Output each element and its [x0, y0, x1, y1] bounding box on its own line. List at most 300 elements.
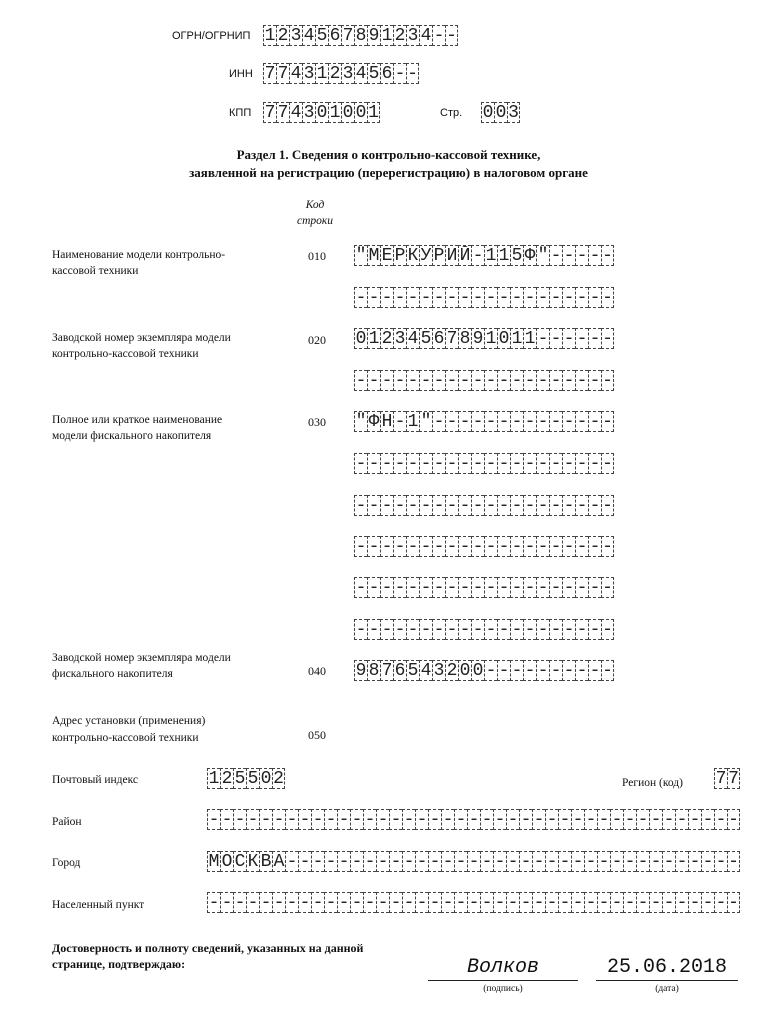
- char-cell: -: [572, 852, 584, 872]
- char-cell: К: [407, 246, 419, 266]
- char-cell: -: [312, 810, 324, 830]
- char-cell: -: [637, 852, 649, 872]
- char-cell: -: [589, 537, 601, 557]
- char-cell: -: [524, 454, 536, 474]
- char-cell: -: [325, 852, 337, 872]
- char-cell: -: [602, 246, 613, 266]
- char-cell: -: [533, 852, 545, 872]
- char-cell: -: [472, 454, 484, 474]
- char-cell: -: [689, 810, 701, 830]
- char-cell: 3: [290, 26, 302, 46]
- char-cell: -: [559, 893, 571, 913]
- char-cell: -: [550, 620, 562, 640]
- char-cell: 4: [303, 26, 315, 46]
- char-cell: -: [455, 852, 467, 872]
- char-cell: -: [589, 578, 601, 598]
- char-cell: -: [390, 893, 402, 913]
- char-cell: -: [511, 412, 523, 432]
- confirm-line1: Достоверность и полноту сведений, указанных на данной: [52, 941, 364, 955]
- char-cell: -: [602, 288, 613, 308]
- char-cell: -: [563, 496, 575, 516]
- char-cell: -: [498, 412, 510, 432]
- locality-label: Населенный пункт: [52, 899, 145, 911]
- section-title-line2: заявленной на регистрацию (перерегистрацию) в налоговом органе: [189, 165, 588, 180]
- char-cell: -: [459, 371, 471, 391]
- char-cell: -: [433, 371, 445, 391]
- char-cell: -: [563, 620, 575, 640]
- char-cell: -: [459, 620, 471, 640]
- char-cell: Р: [394, 246, 406, 266]
- char-cell: 5: [420, 329, 432, 349]
- char-cell: -: [381, 537, 393, 557]
- char-cell: -: [602, 454, 613, 474]
- field-030-label-1: Полное или краткое наименование: [52, 414, 223, 426]
- char-cell: -: [576, 288, 588, 308]
- char-cell: -: [602, 412, 613, 432]
- char-cell: 0: [355, 103, 367, 123]
- inn-label: ИНН: [229, 68, 253, 80]
- char-cell: 1: [368, 329, 380, 349]
- char-cell: -: [702, 852, 714, 872]
- char-cell: -: [459, 412, 471, 432]
- char-cell: -: [381, 620, 393, 640]
- char-cell: -: [702, 893, 714, 913]
- char-cell: -: [576, 537, 588, 557]
- city-label: Город: [52, 857, 81, 869]
- char-cell: -: [589, 288, 601, 308]
- char-cell: -: [563, 288, 575, 308]
- char-cell: 4: [290, 103, 302, 123]
- char-cell: 1: [485, 246, 497, 266]
- char-cell: -: [485, 371, 497, 391]
- date-caption: (дата): [655, 984, 679, 994]
- char-cell: -: [511, 454, 523, 474]
- char-cell: -: [585, 893, 597, 913]
- char-cell: -: [520, 852, 532, 872]
- char-cell: -: [325, 810, 337, 830]
- char-cell: -: [602, 620, 613, 640]
- char-cell: -: [498, 371, 510, 391]
- char-cell: 1: [485, 329, 497, 349]
- page-label: Стр.: [440, 107, 463, 119]
- char-cell: 6: [433, 329, 445, 349]
- field-030-row-4[interactable]: [354, 536, 614, 557]
- char-cell: -: [407, 64, 418, 84]
- char-cell: -: [598, 852, 610, 872]
- char-cell: -: [533, 893, 545, 913]
- char-cell: -: [589, 661, 601, 681]
- char-cell: Ф: [368, 412, 380, 432]
- char-cell: 2: [273, 769, 284, 789]
- char-cell: -: [650, 810, 662, 830]
- char-cell: -: [537, 537, 549, 557]
- char-cell: -: [472, 620, 484, 640]
- char-cell: -: [589, 496, 601, 516]
- field-040-label-1: Заводской номер экземпляра модели: [52, 652, 231, 664]
- district-label: Район: [52, 816, 82, 828]
- char-cell: -: [459, 288, 471, 308]
- char-cell: 3: [433, 661, 445, 681]
- char-cell: -: [481, 810, 493, 830]
- char-cell: -: [494, 852, 506, 872]
- char-cell: 1: [368, 103, 379, 123]
- char-cell: ": [420, 412, 432, 432]
- page-cells[interactable]: [481, 102, 520, 123]
- char-cell: -: [537, 578, 549, 598]
- char-cell: 8: [368, 661, 380, 681]
- kpp-label: КПП: [229, 107, 252, 119]
- char-cell: И: [446, 246, 458, 266]
- char-cell: -: [537, 454, 549, 474]
- char-cell: -: [559, 810, 571, 830]
- char-cell: -: [394, 288, 406, 308]
- char-cell: -: [368, 371, 380, 391]
- field-020-code: 020: [308, 333, 326, 347]
- char-cell: 0: [482, 103, 494, 123]
- char-cell: 1: [524, 329, 536, 349]
- char-cell: 1: [511, 329, 523, 349]
- char-cell: 1: [264, 26, 276, 46]
- char-cell: -: [650, 852, 662, 872]
- ogrn-cells[interactable]: [263, 25, 458, 46]
- char-cell: -: [433, 288, 445, 308]
- char-cell: 3: [303, 103, 315, 123]
- code-header-line2: строки: [296, 215, 334, 227]
- char-cell: -: [689, 852, 701, 872]
- date-value[interactable]: 25.06.2018: [606, 956, 728, 979]
- char-cell: -: [485, 412, 497, 432]
- char-cell: -: [446, 537, 458, 557]
- char-cell: -: [563, 661, 575, 681]
- char-cell: -: [390, 810, 402, 830]
- char-cell: -: [407, 578, 419, 598]
- char-cell: -: [576, 578, 588, 598]
- char-cell: -: [455, 893, 467, 913]
- char-cell: -: [485, 496, 497, 516]
- char-cell: 5: [407, 661, 419, 681]
- char-cell: -: [364, 893, 376, 913]
- char-cell: -: [394, 454, 406, 474]
- char-cell: -: [611, 852, 623, 872]
- char-cell: -: [407, 496, 419, 516]
- district-cells[interactable]: [207, 809, 740, 830]
- char-cell: -: [446, 288, 458, 308]
- field-010-label-2: кассовой техники: [52, 265, 139, 277]
- char-cell: -: [563, 246, 575, 266]
- region-label: Регион (код): [622, 777, 683, 789]
- field-010-row-2[interactable]: [354, 287, 614, 308]
- field-030-label-2: модели фискального накопителя: [52, 430, 212, 442]
- char-cell: -: [576, 371, 588, 391]
- kpp-cells[interactable]: [263, 102, 380, 123]
- char-cell: -: [355, 620, 367, 640]
- char-cell: -: [364, 810, 376, 830]
- char-cell: 5: [316, 26, 328, 46]
- char-cell: 4: [290, 64, 302, 84]
- char-cell: -: [351, 852, 363, 872]
- char-cell: -: [576, 620, 588, 640]
- char-cell: -: [472, 412, 484, 432]
- char-cell: -: [624, 810, 636, 830]
- char-cell: -: [550, 371, 562, 391]
- char-cell: -: [377, 852, 389, 872]
- char-cell: -: [312, 893, 324, 913]
- char-cell: -: [589, 620, 601, 640]
- char-cell: -: [602, 371, 613, 391]
- char-cell: -: [715, 810, 727, 830]
- field-020-row-1[interactable]: [354, 328, 614, 349]
- field-020-label-1: Заводской номер экземпляра модели: [52, 332, 231, 344]
- char-cell: 4: [420, 661, 432, 681]
- char-cell: -: [537, 412, 549, 432]
- char-cell: -: [429, 893, 441, 913]
- char-cell: -: [442, 810, 454, 830]
- city-cells[interactable]: [207, 851, 740, 872]
- char-cell: -: [338, 810, 350, 830]
- char-cell: 7: [277, 103, 289, 123]
- char-cell: -: [507, 852, 519, 872]
- char-cell: -: [650, 893, 662, 913]
- char-cell: -: [676, 893, 688, 913]
- char-cell: 0: [260, 769, 272, 789]
- char-cell: 1: [407, 412, 419, 432]
- char-cell: -: [563, 412, 575, 432]
- char-cell: -: [446, 496, 458, 516]
- char-cell: -: [468, 852, 480, 872]
- char-cell: -: [407, 537, 419, 557]
- char-cell: -: [420, 288, 432, 308]
- char-cell: -: [381, 454, 393, 474]
- char-cell: -: [537, 496, 549, 516]
- char-cell: -: [472, 578, 484, 598]
- char-cell: -: [459, 496, 471, 516]
- char-cell: -: [208, 893, 220, 913]
- char-cell: -: [394, 578, 406, 598]
- char-cell: М: [208, 852, 220, 872]
- char-cell: -: [208, 810, 220, 830]
- char-cell: -: [572, 810, 584, 830]
- char-cell: -: [494, 893, 506, 913]
- postal-cells[interactable]: [207, 768, 285, 789]
- char-cell: -: [368, 496, 380, 516]
- char-cell: -: [498, 578, 510, 598]
- field-010-row-1[interactable]: [354, 245, 614, 266]
- signature-line: [428, 980, 578, 981]
- char-cell: -: [576, 412, 588, 432]
- char-cell: -: [498, 537, 510, 557]
- char-cell: -: [589, 246, 601, 266]
- char-cell: -: [689, 893, 701, 913]
- char-cell: С: [234, 852, 246, 872]
- char-cell: -: [325, 893, 337, 913]
- char-cell: -: [420, 537, 432, 557]
- char-cell: -: [459, 578, 471, 598]
- char-cell: -: [446, 620, 458, 640]
- char-cell: -: [420, 620, 432, 640]
- char-cell: 1: [498, 246, 510, 266]
- char-cell: -: [355, 371, 367, 391]
- char-cell: 5: [247, 769, 259, 789]
- char-cell: -: [602, 661, 613, 681]
- char-cell: -: [585, 810, 597, 830]
- char-cell: -: [247, 810, 259, 830]
- char-cell: -: [247, 893, 259, 913]
- char-cell: -: [485, 537, 497, 557]
- char-cell: 9: [472, 329, 484, 349]
- char-cell: -: [702, 810, 714, 830]
- char-cell: Р: [433, 246, 445, 266]
- confirm-line2: странице, подтверждаю:: [52, 957, 186, 971]
- char-cell: -: [550, 454, 562, 474]
- char-cell: 5: [368, 64, 380, 84]
- char-cell: -: [472, 537, 484, 557]
- char-cell: -: [446, 412, 458, 432]
- char-cell: -: [472, 246, 484, 266]
- char-cell: 6: [381, 64, 393, 84]
- field-010-code: 010: [308, 249, 326, 263]
- char-cell: -: [433, 412, 445, 432]
- char-cell: Й: [459, 246, 471, 266]
- char-cell: -: [338, 893, 350, 913]
- char-cell: -: [234, 893, 246, 913]
- char-cell: -: [602, 578, 613, 598]
- field-030-row-2[interactable]: [354, 453, 614, 474]
- char-cell: 3: [394, 329, 406, 349]
- char-cell: -: [602, 537, 613, 557]
- char-cell: -: [537, 620, 549, 640]
- char-cell: -: [498, 454, 510, 474]
- char-cell: -: [381, 288, 393, 308]
- char-cell: -: [589, 329, 601, 349]
- char-cell: -: [728, 893, 739, 913]
- char-cell: -: [416, 893, 428, 913]
- field-030-row-1[interactable]: [354, 411, 614, 432]
- char-cell: -: [511, 537, 523, 557]
- char-cell: -: [511, 578, 523, 598]
- char-cell: 1: [316, 64, 328, 84]
- char-cell: 7: [728, 769, 739, 789]
- char-cell: -: [598, 893, 610, 913]
- char-cell: -: [524, 620, 536, 640]
- char-cell: 1: [329, 103, 341, 123]
- char-cell: 3: [508, 103, 519, 123]
- field-040-row-1[interactable]: [354, 660, 614, 681]
- char-cell: -: [524, 412, 536, 432]
- address-code: 050: [308, 728, 326, 742]
- char-cell: -: [511, 496, 523, 516]
- char-cell: -: [537, 661, 549, 681]
- char-cell: 9: [368, 26, 380, 46]
- char-cell: 9: [355, 661, 367, 681]
- char-cell: -: [576, 329, 588, 349]
- char-cell: -: [472, 288, 484, 308]
- field-030-code: 030: [308, 415, 326, 429]
- char-cell: -: [468, 893, 480, 913]
- field-030-row-3[interactable]: [354, 495, 614, 516]
- field-030-row-5[interactable]: [354, 577, 614, 598]
- char-cell: -: [394, 537, 406, 557]
- char-cell: -: [286, 893, 298, 913]
- char-cell: -: [550, 661, 562, 681]
- char-cell: -: [576, 496, 588, 516]
- char-cell: -: [433, 496, 445, 516]
- char-cell: -: [407, 288, 419, 308]
- char-cell: 0: [316, 103, 328, 123]
- char-cell: -: [446, 371, 458, 391]
- char-cell: У: [420, 246, 432, 266]
- char-cell: -: [377, 810, 389, 830]
- char-cell: -: [511, 371, 523, 391]
- char-cell: -: [286, 810, 298, 830]
- char-cell: 6: [329, 26, 341, 46]
- signature-caption: (подпись): [483, 984, 523, 994]
- char-cell: -: [550, 496, 562, 516]
- char-cell: -: [576, 454, 588, 474]
- char-cell: -: [602, 329, 613, 349]
- char-cell: -: [550, 578, 562, 598]
- char-cell: -: [446, 26, 457, 46]
- char-cell: -: [381, 371, 393, 391]
- char-cell: -: [420, 496, 432, 516]
- inn-cells[interactable]: [263, 63, 419, 84]
- signature-value[interactable]: Волков: [466, 956, 539, 979]
- char-cell: 4: [355, 64, 367, 84]
- char-cell: -: [728, 852, 739, 872]
- char-cell: -: [433, 454, 445, 474]
- char-cell: -: [559, 852, 571, 872]
- char-cell: -: [273, 893, 285, 913]
- char-cell: М: [368, 246, 380, 266]
- char-cell: -: [498, 620, 510, 640]
- char-cell: -: [234, 810, 246, 830]
- char-cell: 6: [394, 661, 406, 681]
- char-cell: -: [546, 852, 558, 872]
- char-cell: -: [433, 26, 445, 46]
- field-020-row-2[interactable]: [354, 370, 614, 391]
- region-cells[interactable]: [714, 768, 740, 789]
- char-cell: -: [533, 810, 545, 830]
- char-cell: 0: [342, 103, 354, 123]
- char-cell: -: [563, 454, 575, 474]
- char-cell: -: [407, 454, 419, 474]
- locality-cells[interactable]: [207, 892, 740, 913]
- char-cell: В: [260, 852, 272, 872]
- char-cell: -: [485, 454, 497, 474]
- char-cell: -: [589, 454, 601, 474]
- char-cell: -: [676, 810, 688, 830]
- char-cell: -: [355, 578, 367, 598]
- char-cell: О: [221, 852, 233, 872]
- char-cell: -: [598, 810, 610, 830]
- char-cell: -: [286, 852, 298, 872]
- char-cell: -: [355, 537, 367, 557]
- char-cell: -: [728, 810, 739, 830]
- char-cell: -: [524, 537, 536, 557]
- char-cell: 5: [511, 246, 523, 266]
- address-label-1: Адрес установки (применения): [52, 715, 206, 727]
- char-cell: -: [524, 661, 536, 681]
- char-cell: ": [537, 246, 549, 266]
- char-cell: -: [663, 852, 675, 872]
- char-cell: -: [221, 893, 233, 913]
- char-cell: -: [403, 852, 415, 872]
- char-cell: -: [663, 810, 675, 830]
- field-030-row-6[interactable]: [354, 619, 614, 640]
- char-cell: 7: [277, 64, 289, 84]
- char-cell: -: [472, 371, 484, 391]
- char-cell: -: [455, 810, 467, 830]
- char-cell: -: [507, 893, 519, 913]
